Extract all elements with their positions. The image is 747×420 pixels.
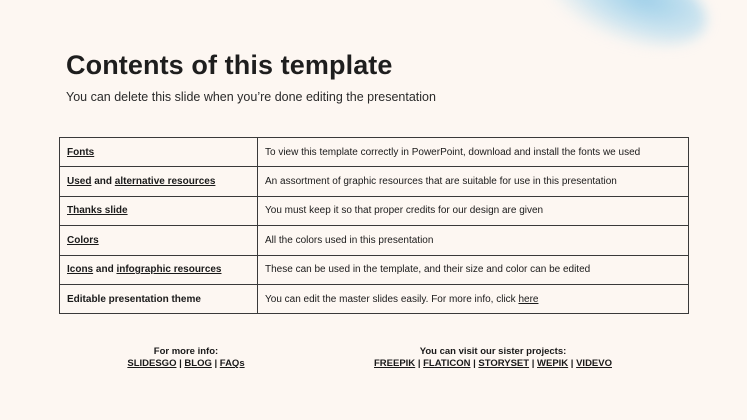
row-description-cell xyxy=(258,226,689,255)
table-row xyxy=(60,226,689,255)
footer-sister-projects-heading: You can visit our sister projects: xyxy=(419,346,567,357)
link-thanks-slide[interactable]: Thanks slide xyxy=(67,205,128,217)
footer-link-faqs[interactable]: FAQs xyxy=(219,358,245,369)
link-colors[interactable]: Colors xyxy=(67,234,99,246)
row-description-text: All the colors used in this presentation xyxy=(265,234,434,246)
table-row xyxy=(60,138,689,167)
row-label-cell xyxy=(60,255,258,284)
page-title: Contents of this template xyxy=(66,50,393,80)
decorative-blue-blob xyxy=(532,0,718,64)
table-row xyxy=(60,167,689,196)
footer-link-slidesgo[interactable]: SLIDESGO xyxy=(127,358,177,369)
row-label-text: Editable presentation theme xyxy=(67,293,201,305)
link-used[interactable]: Used xyxy=(67,176,92,188)
footer-link-storyset[interactable]: STORYSET xyxy=(478,358,530,369)
footer-link-videvo[interactable]: VIDEVO xyxy=(576,358,612,369)
row-label-cell xyxy=(60,284,258,313)
footer-link-wepik[interactable]: WEPIK xyxy=(537,358,569,369)
row-description-text: These can be used in the template, and their size and color can be edited xyxy=(265,264,591,276)
row-label-cell xyxy=(60,167,258,196)
contents-table xyxy=(59,137,689,314)
link-fonts[interactable]: Fonts xyxy=(67,146,95,158)
table-row xyxy=(60,196,689,225)
link-separator: | xyxy=(529,358,538,369)
link-infographic-resources[interactable]: infographic resources xyxy=(116,264,222,276)
footer-more-info-heading: For more info: xyxy=(153,346,219,357)
row-description-text: To view this template correctly in PowerPoint, download and install the fonts we used xyxy=(265,146,641,158)
link-icons[interactable]: Icons xyxy=(67,264,94,276)
footer-sister-projects xyxy=(358,346,628,370)
link-separator: | xyxy=(415,358,424,369)
row-description-cell xyxy=(258,138,689,167)
row-description-cell xyxy=(258,284,689,313)
table-row xyxy=(60,284,689,313)
footer-sister-projects-links xyxy=(358,358,628,370)
link-here[interactable]: here xyxy=(518,293,539,305)
row-label-text: and xyxy=(93,264,117,276)
row-description-cell xyxy=(258,167,689,196)
table-row xyxy=(60,255,689,284)
footer-more-info xyxy=(116,346,256,370)
link-separator: | xyxy=(568,358,577,369)
row-description-text: An assortment of graphic resources that are suitable for use in this presentation xyxy=(265,176,617,188)
link-alternative-resources[interactable]: alternative resources xyxy=(114,176,216,188)
row-description-cell xyxy=(258,196,689,225)
row-description-cell xyxy=(258,255,689,284)
page-subtitle: You can delete this slide when you’re done editing the presentation xyxy=(66,90,436,104)
footer-more-info-links xyxy=(116,358,256,370)
row-label-text: and xyxy=(91,176,115,188)
footer-link-flaticon[interactable]: FLATICON xyxy=(423,358,471,369)
link-separator: | xyxy=(176,358,185,369)
row-label-cell xyxy=(60,138,258,167)
link-separator: | xyxy=(211,358,220,369)
footer-link-blog[interactable]: BLOG xyxy=(184,358,212,369)
link-separator: | xyxy=(470,358,479,369)
row-label-cell xyxy=(60,196,258,225)
row-description-text: You must keep it so that proper credits for our design are given xyxy=(265,205,544,217)
footer-link-freepik[interactable]: FREEPIK xyxy=(374,358,416,369)
row-description-text: You can edit the master slides easily. For more info, click xyxy=(265,293,519,305)
row-label-cell xyxy=(60,226,258,255)
